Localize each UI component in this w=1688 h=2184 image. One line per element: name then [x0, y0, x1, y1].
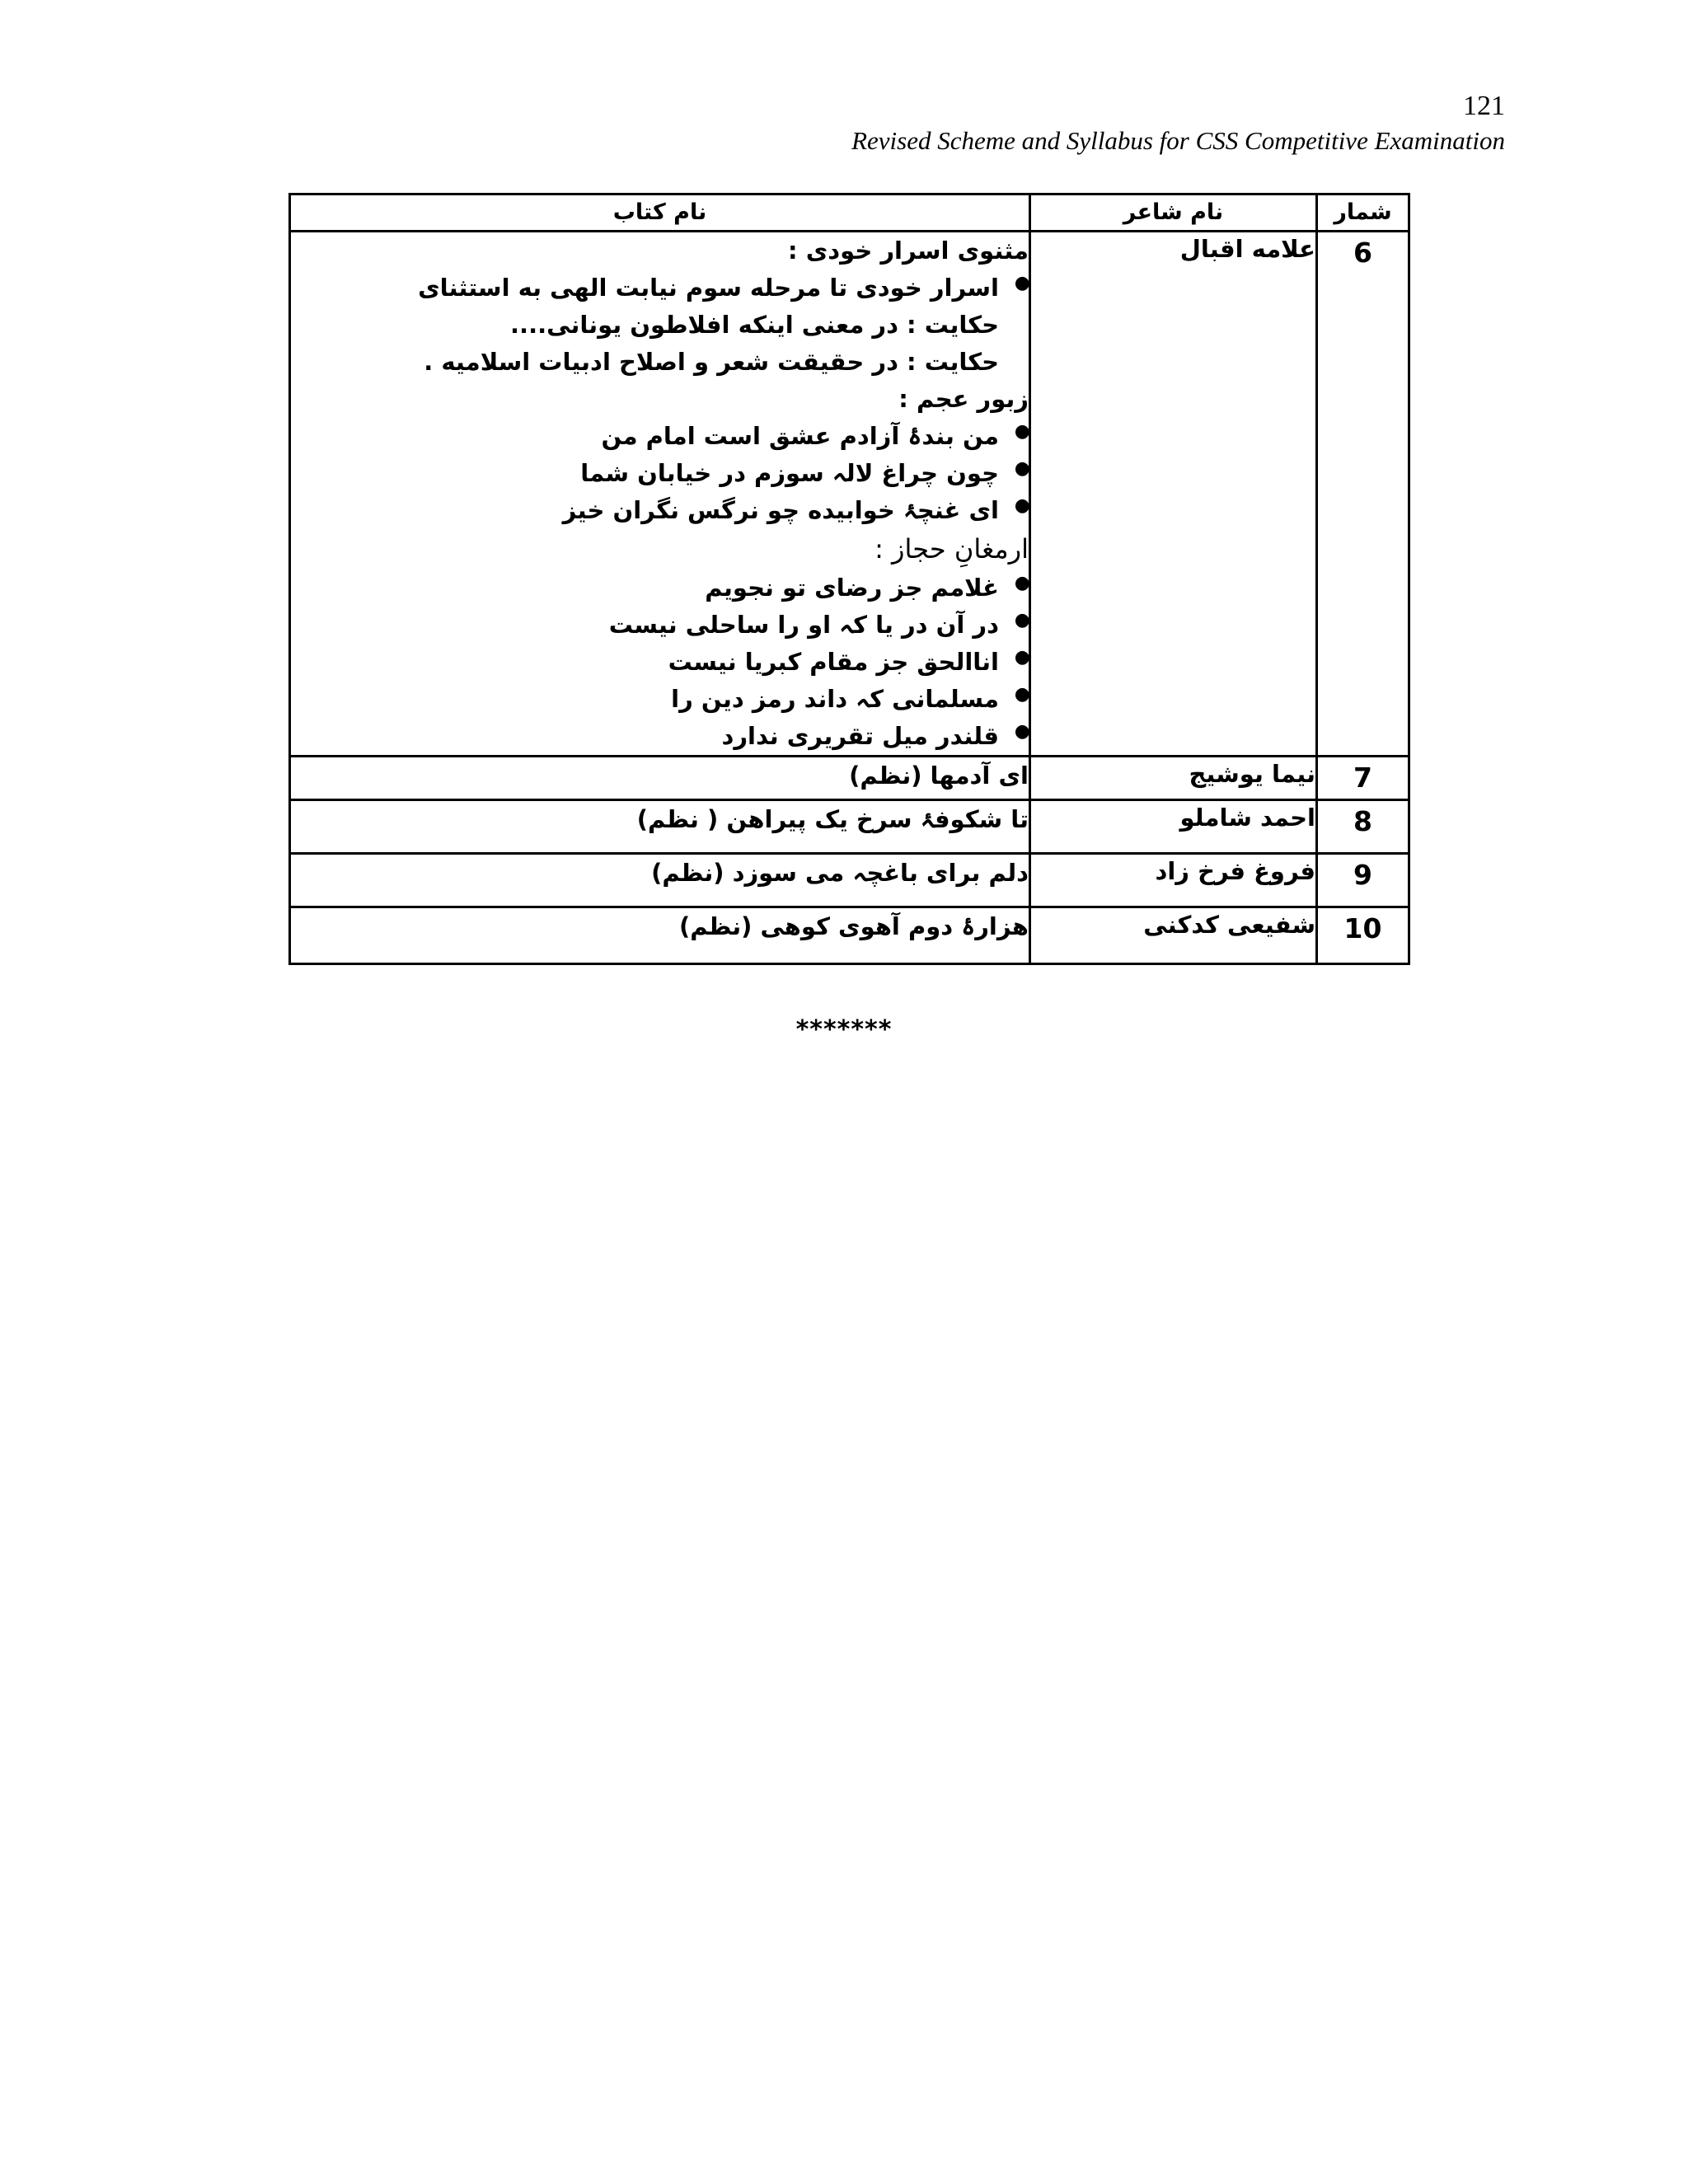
table-row — [290, 756, 1409, 799]
list-item-text: ای غنچۂ خوابیده چو نرگس نگران خیز — [562, 495, 999, 524]
row-number: 7 — [1317, 756, 1409, 799]
table-row — [290, 232, 1409, 757]
list-item-text: اسرار خودی تا مرحله سوم نیابت الهی به استثنای — [418, 273, 999, 302]
bullet-icon: ● — [1014, 610, 1030, 631]
poet-name: علامه اقبال — [1030, 232, 1317, 757]
section-list — [291, 569, 1029, 755]
row-number: 9 — [1317, 853, 1409, 907]
section-title: ارمغانِ حجاز : — [874, 532, 1029, 565]
page-number: 121 — [1463, 91, 1505, 121]
row-number: 8 — [1317, 799, 1409, 853]
list-item — [291, 718, 1030, 755]
book-cell — [290, 232, 1030, 757]
list-item-text: در آن در یا کہ او را ساحلی نیست — [608, 611, 999, 640]
table-row — [290, 799, 1409, 853]
list-item-text: قلندر میل تقریری ندارد — [721, 721, 999, 750]
list-item — [291, 607, 1030, 644]
poet-name: نیما یوشیج — [1030, 756, 1317, 799]
bullet-icon: ● — [1014, 272, 1030, 293]
poet-name: احمد شاملو — [1030, 799, 1317, 853]
header-poet: نام شاعر — [1030, 194, 1317, 232]
list-item-text: مسلمانی کہ داند رمز دین را — [671, 684, 999, 713]
header-book: نام کتاب — [290, 194, 1030, 232]
running-header: Revised Scheme and Syllabus for CSS Competitive Examination — [851, 126, 1505, 155]
row-number: 10 — [1317, 907, 1409, 963]
syllabus-table — [288, 193, 1410, 965]
extra-line: حکایت : در معنی اینکه افلاطون یونانی.... — [510, 310, 999, 339]
bullet-icon: ● — [1014, 720, 1030, 742]
list-item — [291, 455, 1030, 492]
table-row — [290, 907, 1409, 963]
book-title: ای آدمها (نظم) — [290, 756, 1030, 799]
list-item — [291, 492, 1030, 529]
bullet-icon: ● — [1014, 646, 1030, 668]
bullet-icon: ● — [1014, 457, 1030, 479]
list-item — [291, 681, 1030, 718]
poet-name: شفیعی کدکنی — [1030, 907, 1317, 963]
book-title: دلم برای باغچہ می سوزد (نظم) — [290, 853, 1030, 907]
table-header-row — [290, 194, 1409, 232]
header-number: شمار — [1317, 194, 1409, 232]
row-number: 6 — [1317, 232, 1409, 757]
list-item-text: چون چراغ لالہ سوزم در خیابان شما — [580, 458, 999, 487]
bullet-icon: ● — [1014, 573, 1030, 594]
list-item-text: من بندۂ آزادم عشق است امام من — [601, 421, 999, 450]
section-title: مثنوی اسرار خودی : — [788, 237, 1029, 265]
section-list — [291, 418, 1029, 529]
section-title: زبور عجم : — [898, 384, 1029, 413]
list-item — [291, 269, 1030, 307]
list-item — [291, 418, 1030, 455]
section-separator: ******* — [795, 1015, 893, 1044]
table-row — [290, 853, 1409, 907]
list-item — [291, 644, 1030, 681]
poet-name: فروغ فرخ زاد — [1030, 853, 1317, 907]
book-title: تا شکوفۂ سرخ یک پیراهن ( نظم) — [290, 799, 1030, 853]
bullet-icon: ● — [1014, 683, 1030, 705]
list-item-text: غلامم جز رضای تو نجویم — [705, 574, 999, 602]
list-item-text: اناالحق جز مقام کبریا نیست — [668, 647, 999, 676]
section-list — [291, 269, 1029, 307]
book-title: هزارۂ دوم آهوی کوهی (نظم) — [290, 907, 1030, 963]
extra-line: حکایت : در حقیقت شعر و اصلاح ادبیات اسلامیه . — [424, 347, 999, 376]
list-item — [291, 569, 1030, 607]
bullet-icon: ● — [1014, 420, 1030, 442]
bullet-icon: ● — [1014, 494, 1030, 516]
